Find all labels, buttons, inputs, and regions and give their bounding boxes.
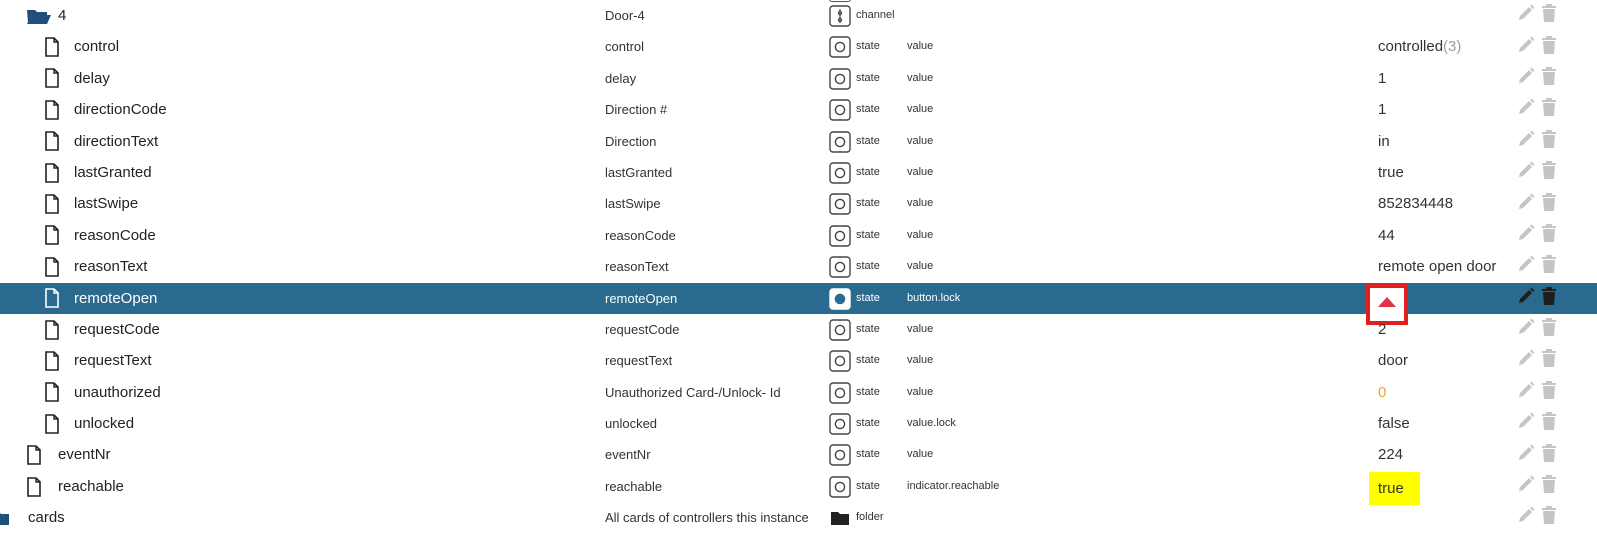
edit-icon[interactable] xyxy=(1516,66,1536,91)
object-id: 4 xyxy=(58,7,67,24)
object-id: control xyxy=(74,38,120,56)
tree-row-lastSwipe[interactable] xyxy=(0,188,1597,219)
object-id: reachable xyxy=(58,477,124,495)
file-icon xyxy=(26,471,42,502)
object-type: folder xyxy=(856,511,884,524)
state-icon xyxy=(829,131,851,153)
object-name: requestText xyxy=(605,353,673,369)
delete-icon[interactable] xyxy=(1540,66,1558,91)
delete-icon[interactable] xyxy=(1540,286,1558,311)
channel-icon xyxy=(829,5,851,27)
object-value[interactable] xyxy=(1378,157,1404,188)
value-suffix: (3) xyxy=(1443,38,1462,56)
object-role: value xyxy=(907,197,934,210)
delete-icon[interactable] xyxy=(1540,411,1558,436)
tree-row-remoteOpen[interactable] xyxy=(0,283,1597,314)
file-icon xyxy=(44,63,60,94)
object-value: true xyxy=(1378,479,1404,497)
value-text: false xyxy=(1378,415,1410,433)
row-actions xyxy=(1516,471,1558,502)
tree-row-eventNr[interactable] xyxy=(0,439,1597,470)
object-name: eventNr xyxy=(605,447,651,463)
object-role: value xyxy=(907,103,934,116)
object-value[interactable] xyxy=(1378,439,1403,470)
delete-icon[interactable] xyxy=(1540,129,1558,154)
folder-icon xyxy=(829,507,851,529)
delete-icon[interactable] xyxy=(1540,97,1558,122)
object-type: state xyxy=(856,228,880,241)
value-text: 2 xyxy=(1378,320,1387,338)
state-icon-filled xyxy=(829,288,851,310)
edit-icon[interactable] xyxy=(1516,286,1536,311)
row-actions xyxy=(1516,439,1558,470)
edit-icon[interactable] xyxy=(1516,348,1536,373)
object-id: delay xyxy=(74,69,110,87)
delete-icon[interactable] xyxy=(1540,35,1558,60)
object-name: requestCode xyxy=(605,321,680,337)
row-actions xyxy=(1516,345,1558,376)
row-actions xyxy=(1516,157,1558,188)
folder-open-icon[interactable] xyxy=(26,0,52,31)
tree-row-4[interactable] xyxy=(0,0,1597,31)
object-role: value xyxy=(907,228,934,241)
row-actions xyxy=(1516,94,1558,125)
value-text: true xyxy=(1378,163,1404,181)
edit-icon[interactable] xyxy=(1516,474,1536,499)
object-role: value xyxy=(907,165,934,178)
state-icon xyxy=(829,444,851,466)
row-actions xyxy=(1516,408,1558,439)
delete-icon[interactable] xyxy=(1540,192,1558,217)
object-value[interactable] xyxy=(1378,188,1453,219)
object-id: reasonCode xyxy=(74,226,156,244)
state-icon xyxy=(829,99,851,121)
object-role: button.lock xyxy=(907,291,961,304)
state-icon xyxy=(829,256,851,278)
state-icon xyxy=(829,413,851,435)
object-id: cards xyxy=(28,509,65,527)
edit-icon[interactable] xyxy=(1516,254,1536,279)
value-text: 224 xyxy=(1378,446,1404,464)
state-icon xyxy=(829,225,851,247)
row-actions xyxy=(1516,31,1558,62)
edit-icon[interactable] xyxy=(1516,97,1536,122)
delete-icon[interactable] xyxy=(1540,160,1558,185)
object-type: state xyxy=(856,40,880,53)
object-value[interactable] xyxy=(1378,94,1386,125)
object-type: state xyxy=(856,103,880,116)
value-text: 0 xyxy=(1378,383,1387,401)
value-text: 1 xyxy=(1378,69,1387,87)
row-actions xyxy=(1516,251,1558,282)
object-role: value xyxy=(907,354,934,367)
object-value[interactable] xyxy=(1378,251,1496,282)
row-actions xyxy=(1516,502,1558,533)
row-actions xyxy=(1516,314,1558,345)
value-text: controlled xyxy=(1378,38,1444,56)
tree-row-directionText[interactable] xyxy=(0,126,1597,157)
state-icon xyxy=(829,476,851,498)
object-name: Door-4 xyxy=(605,8,645,23)
row-actions xyxy=(1516,220,1558,251)
object-type: state xyxy=(856,479,880,492)
state-icon xyxy=(829,36,851,58)
file-icon xyxy=(44,408,60,439)
object-role: value xyxy=(907,71,934,84)
object-type: state xyxy=(856,385,880,398)
object-type: state xyxy=(856,448,880,461)
row-actions xyxy=(1516,188,1558,219)
object-id: lastSwipe xyxy=(74,195,139,213)
object-value[interactable] xyxy=(1378,314,1386,345)
edit-icon[interactable] xyxy=(1516,223,1536,248)
edit-icon[interactable] xyxy=(1516,505,1536,530)
object-id: requestText xyxy=(74,352,152,370)
edit-icon[interactable] xyxy=(1516,380,1536,405)
file-icon xyxy=(44,31,60,62)
edit-icon[interactable] xyxy=(1516,411,1536,436)
object-value[interactable] xyxy=(1378,126,1390,157)
file-icon xyxy=(44,94,60,125)
object-role: value xyxy=(907,448,934,461)
object-value[interactable] xyxy=(1378,345,1408,376)
object-role: value.lock xyxy=(907,417,956,430)
state-icon xyxy=(829,319,851,341)
row-actions xyxy=(1516,377,1558,408)
object-type: state xyxy=(856,165,880,178)
delete-icon[interactable] xyxy=(1540,3,1558,28)
state-icon xyxy=(829,382,851,404)
object-id: eventNr xyxy=(58,446,111,464)
value-highlight[interactable] xyxy=(1369,472,1420,505)
file-icon xyxy=(44,126,60,157)
tree-row-unauthorized[interactable] xyxy=(0,377,1597,408)
object-name: remoteOpen xyxy=(605,290,678,306)
object-id: unlocked xyxy=(74,415,135,433)
object-id: directionText xyxy=(74,132,159,150)
tree-row-directionCode[interactable] xyxy=(0,94,1597,125)
tree-row-reasonCode[interactable] xyxy=(0,220,1597,251)
tree-row-requestCode[interactable] xyxy=(0,314,1597,345)
row-actions xyxy=(1516,283,1558,314)
file-icon xyxy=(44,283,60,314)
object-type: state xyxy=(856,197,880,210)
state-icon xyxy=(829,162,851,184)
tree-row-unlocked[interactable] xyxy=(0,408,1597,439)
file-icon xyxy=(44,220,60,251)
object-role: value xyxy=(907,260,934,273)
state-icon xyxy=(829,193,851,215)
delete-icon[interactable] xyxy=(1540,505,1558,530)
object-name: control xyxy=(605,39,645,55)
object-value[interactable] xyxy=(1378,377,1386,408)
tree-row-control[interactable] xyxy=(0,31,1597,62)
object-id: lastGranted xyxy=(74,163,152,181)
object-name: lastSwipe xyxy=(605,196,661,212)
edit-icon[interactable] xyxy=(1516,35,1536,60)
object-value[interactable] xyxy=(1378,63,1386,94)
delete-icon[interactable] xyxy=(1540,317,1558,342)
object-role: value xyxy=(907,322,934,335)
object-type: channel xyxy=(856,9,895,21)
object-type: state xyxy=(856,417,880,430)
object-name: Unauthorized Card-/Unlock- Id xyxy=(605,384,781,400)
object-type: state xyxy=(856,71,880,84)
value-text: 44 xyxy=(1378,226,1395,244)
object-id: unauthorized xyxy=(74,383,161,401)
tree-row-reasonText[interactable] xyxy=(0,251,1597,282)
object-role: value xyxy=(907,134,934,147)
object-type: state xyxy=(856,291,880,304)
value-text: remote open door xyxy=(1378,258,1497,276)
object-role: value xyxy=(907,40,934,53)
file-icon xyxy=(44,157,60,188)
file-icon xyxy=(44,314,60,345)
row-actions xyxy=(1516,0,1558,31)
edit-icon[interactable] xyxy=(1516,443,1536,468)
file-icon xyxy=(44,345,60,376)
object-id: directionCode xyxy=(74,101,167,119)
delete-icon[interactable] xyxy=(1540,474,1558,499)
delete-icon[interactable] xyxy=(1540,443,1558,468)
object-role: indicator.reachable xyxy=(907,479,1000,492)
edit-icon[interactable] xyxy=(1516,3,1536,28)
value-text: 1 xyxy=(1378,101,1387,119)
file-icon xyxy=(44,377,60,408)
delete-icon[interactable] xyxy=(1540,223,1558,248)
object-id: reasonText xyxy=(74,258,148,276)
object-type: state xyxy=(856,134,880,147)
value-text: door xyxy=(1378,352,1409,370)
object-value[interactable] xyxy=(1378,31,1461,62)
edit-icon[interactable] xyxy=(1516,160,1536,185)
object-value[interactable] xyxy=(1378,220,1395,251)
object-name: lastGranted xyxy=(605,164,673,180)
delete-icon[interactable] xyxy=(1540,254,1558,279)
object-name: delay xyxy=(605,70,637,86)
tree-row-lastGranted[interactable] xyxy=(0,157,1597,188)
delete-icon[interactable] xyxy=(1540,380,1558,405)
object-name: All cards of controllers this instance xyxy=(605,510,809,526)
tree-row-cards[interactable] xyxy=(0,502,1597,533)
object-type: state xyxy=(856,354,880,367)
trigger-triangle-icon xyxy=(1377,295,1397,313)
object-name: unlocked xyxy=(605,416,658,432)
object-type: state xyxy=(856,260,880,273)
state-icon xyxy=(829,350,851,372)
file-icon xyxy=(26,439,42,470)
value-text: in xyxy=(1378,132,1390,150)
row-actions xyxy=(1516,63,1558,94)
file-icon xyxy=(44,188,60,219)
object-id: requestCode xyxy=(74,320,160,338)
tree-row-delay[interactable] xyxy=(0,63,1597,94)
row-actions xyxy=(1516,126,1558,157)
object-value[interactable] xyxy=(1378,408,1410,439)
edit-icon[interactable] xyxy=(1516,317,1536,342)
state-icon xyxy=(829,68,851,90)
value-text: 852834448 xyxy=(1378,195,1454,213)
folder-icon[interactable] xyxy=(0,502,10,533)
tree-row-requestText[interactable] xyxy=(0,345,1597,376)
object-name: reachable xyxy=(605,478,663,494)
edit-icon[interactable] xyxy=(1516,129,1536,154)
object-role: value xyxy=(907,385,934,398)
file-icon xyxy=(44,251,60,282)
object-name: reasonText xyxy=(605,259,669,275)
object-id: remoteOpen xyxy=(74,289,158,307)
edit-icon[interactable] xyxy=(1516,192,1536,217)
tree-row-reachable[interactable] xyxy=(0,471,1597,502)
object-name: Direction # xyxy=(605,102,668,118)
object-name: reasonCode xyxy=(605,227,676,243)
object-name: Direction xyxy=(605,133,657,149)
delete-icon[interactable] xyxy=(1540,348,1558,373)
object-type: state xyxy=(856,322,880,335)
